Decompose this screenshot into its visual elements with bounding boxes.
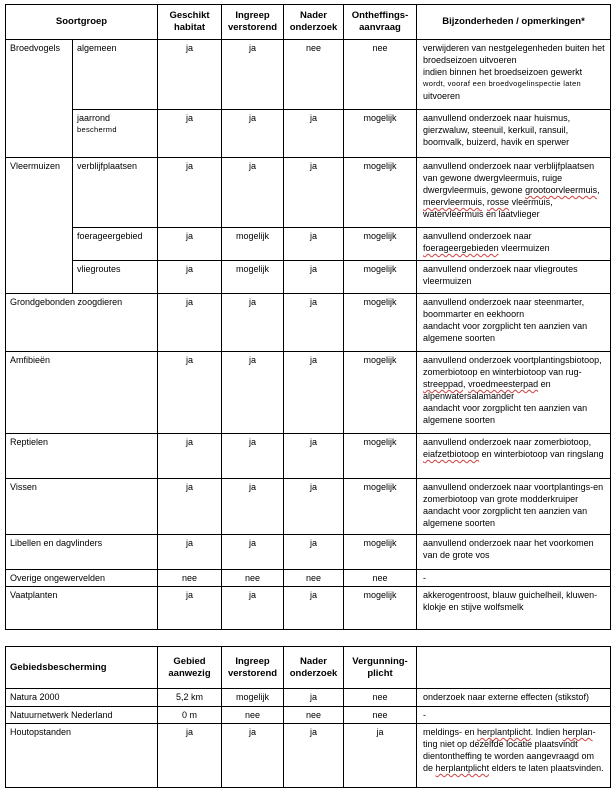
header-opmerkingen-empty bbox=[417, 647, 611, 689]
header-soortgroep: Soortgroep bbox=[6, 5, 158, 40]
group-broedvogels: Broedvogels bbox=[6, 40, 73, 158]
note-text: . Indien bbox=[530, 727, 563, 737]
sub-verblijfplaatsen: verblijfplaatsen bbox=[73, 158, 158, 228]
cell-ontheffing: mogelijk bbox=[344, 261, 417, 294]
cell-opmerking bbox=[417, 434, 611, 479]
cell-nader: nee bbox=[284, 707, 344, 724]
cell-ingreep: mogelijk bbox=[222, 689, 284, 707]
cell-nader: ja bbox=[284, 110, 344, 158]
cell-opmerking: aanvullend onderzoek naar voortplantings-en zomerbiotoop van grote modderkruiper aandacht voor zorgplicht ten aanzien van algemene soorten bbox=[417, 479, 611, 535]
header-nader-onderzoek: Nader onderzoek bbox=[284, 647, 344, 689]
header-geschikt-habitat: Geschikt habitat bbox=[158, 5, 222, 40]
cell-geschikt: ja bbox=[158, 479, 222, 535]
spacer-cell bbox=[6, 630, 611, 647]
cell-ingreep: ja bbox=[222, 110, 284, 158]
cell-ingreep: mogelijk bbox=[222, 261, 284, 294]
note-text: en alpenwatersalamander bbox=[423, 379, 551, 401]
note-text-flagged: herplan bbox=[562, 727, 593, 737]
note-text: meldings- en bbox=[423, 727, 478, 737]
note-text: aanvullend onderzoek voortplantingsbiotoop, zomerbiotoop en winterbiotoop van rug- bbox=[423, 355, 602, 377]
cell-nader: nee bbox=[284, 40, 344, 110]
cell-ingreep: ja bbox=[222, 352, 284, 434]
cell-opmerking bbox=[417, 294, 611, 352]
cell-geschikt: nee bbox=[158, 570, 222, 587]
note-text: en winterbiotoop van ringslang bbox=[479, 449, 604, 459]
note-line: wordt, vooraf een broedvogelinspectie laten bbox=[423, 79, 582, 88]
cell-nader: ja bbox=[284, 587, 344, 630]
cell-nader: ja bbox=[284, 724, 344, 788]
table-row bbox=[6, 294, 611, 352]
cell-ingreep: ja bbox=[222, 294, 284, 352]
cell-nader: ja bbox=[284, 294, 344, 352]
cell-opmerking: aanvullend onderzoek naar huismus, gierzwaluw, steenuil, kerkuil, ransuil, boomvalk, buizerd, havik en sperwer bbox=[417, 110, 611, 158]
cell-nader: ja bbox=[284, 535, 344, 570]
cell-opmerking: - bbox=[417, 570, 611, 587]
cell-ontheffing: nee bbox=[344, 570, 417, 587]
cell-nader: ja bbox=[284, 689, 344, 707]
cell-opmerking: aanvullend onderzoek naar het voorkomen van de grote vos bbox=[417, 535, 611, 570]
cell-ingreep: nee bbox=[222, 570, 284, 587]
cell-geschikt: ja bbox=[158, 587, 222, 630]
cell-aanwezig: 0 m bbox=[158, 707, 222, 724]
cell-ontheffing: mogelijk bbox=[344, 434, 417, 479]
cell-ontheffing: mogelijk bbox=[344, 479, 417, 535]
cell-ontheffing: mogelijk bbox=[344, 158, 417, 228]
cell-ingreep: ja bbox=[222, 535, 284, 570]
header-ingreep-verstorend: Ingreep verstorend bbox=[222, 647, 284, 689]
cell-vergunning: ja bbox=[344, 724, 417, 788]
cell-ontheffing: mogelijk bbox=[344, 110, 417, 158]
group-vissen: Vissen bbox=[6, 479, 158, 535]
group-overige-ongewervelden: Overige ongewervelden bbox=[6, 570, 158, 587]
cell-ontheffing: mogelijk bbox=[344, 535, 417, 570]
cell-ingreep: ja bbox=[222, 40, 284, 110]
cell-aanwezig: 5,2 km bbox=[158, 689, 222, 707]
group-reptielen: Reptielen bbox=[6, 434, 158, 479]
note-text-flagged: rosse bbox=[487, 197, 510, 207]
note-text-flagged: eiafzetbiotoop bbox=[423, 449, 480, 459]
header-gebiedsbescherming: Gebiedsbescherming bbox=[6, 647, 158, 689]
sub-line: jaarrond bbox=[77, 113, 111, 123]
header-ingreep-verstorend: Ingreep verstorend bbox=[222, 5, 284, 40]
sub-foerageergebied: foerageergebied bbox=[73, 228, 158, 261]
cell-opmerking: - bbox=[417, 707, 611, 724]
cell-ingreep: ja bbox=[222, 587, 284, 630]
cell-geschikt: ja bbox=[158, 261, 222, 294]
note-text: aanvullend onderzoek naar zomerbiotoop, bbox=[423, 437, 592, 447]
cell-ingreep: nee bbox=[222, 707, 284, 724]
cell-nader: ja bbox=[284, 261, 344, 294]
note-text: , bbox=[482, 197, 488, 207]
cell-opmerking: onderzoek naar externe effecten (stikstof) bbox=[417, 689, 611, 707]
table-row bbox=[6, 434, 611, 479]
cell-opmerking bbox=[417, 352, 611, 434]
note-text-flagged: herplantplicht bbox=[435, 763, 490, 773]
note-line: aanvullend onderzoek naar steenmarter, boommarter en eekhoorn bbox=[423, 297, 585, 319]
table-spacer-row bbox=[6, 630, 611, 647]
cell-nader: ja bbox=[284, 479, 344, 535]
cell-opmerking bbox=[417, 40, 611, 110]
cell-opmerking bbox=[417, 228, 611, 261]
table-row bbox=[6, 228, 611, 261]
cell-ingreep: mogelijk bbox=[222, 228, 284, 261]
note-line: indien binnen het broedseizoen gewerkt bbox=[423, 67, 583, 77]
table-row bbox=[6, 707, 611, 724]
note-line: uitvoeren bbox=[423, 91, 461, 101]
cell-ontheffing: mogelijk bbox=[344, 352, 417, 434]
sub-jaarrond-beschermd bbox=[73, 110, 158, 158]
table-row bbox=[6, 158, 611, 228]
cell-geschikt: ja bbox=[158, 228, 222, 261]
note-text-flagged: meervleermuis bbox=[423, 197, 483, 207]
note-text: - ting niet op dezelfde locatie plaatsvindt dientontheffing te worden aangevraagd om de bbox=[423, 727, 596, 773]
cell-vergunning: nee bbox=[344, 707, 417, 724]
cell-ingreep: ja bbox=[222, 724, 284, 788]
cell-opmerking: akkerogentroost, blauw guichelheil, kluwen-klokje en stijve wolfsmelk bbox=[417, 587, 611, 630]
cell-opmerking bbox=[417, 158, 611, 228]
cell-nader: ja bbox=[284, 434, 344, 479]
cell-vergunning: nee bbox=[344, 689, 417, 707]
cell-geschikt: ja bbox=[158, 294, 222, 352]
note-text: vleermuizen bbox=[498, 243, 550, 253]
header-vergunningplicht: Vergunning-plicht bbox=[344, 647, 417, 689]
note-text: aanvullend onderzoek naar bbox=[423, 231, 532, 241]
gebied-houtopstanden: Houtopstanden bbox=[6, 724, 158, 788]
group-vaatplanten: Vaatplanten bbox=[6, 587, 158, 630]
table-row bbox=[6, 40, 611, 110]
cell-opmerking bbox=[417, 724, 611, 788]
note-text: vleermuis, watervleermuis en laatvlieger bbox=[423, 197, 553, 219]
cell-ingreep: ja bbox=[222, 479, 284, 535]
cell-ontheffing: nee bbox=[344, 40, 417, 110]
gebied-natuurnetwerk-nederland: Natuurnetwerk Nederland bbox=[6, 707, 158, 724]
cell-nader: ja bbox=[284, 158, 344, 228]
note-line: verwijderen van nestgelegenheden buiten het broedseizoen uitvoeren bbox=[423, 43, 605, 65]
cell-nader: ja bbox=[284, 352, 344, 434]
note-text-flagged: vroedmeesterpad bbox=[468, 379, 539, 389]
table-row bbox=[6, 479, 611, 535]
header-ontheffingsaanvraag: Ontheffings-aanvraag bbox=[344, 5, 417, 40]
cell-geschikt: ja bbox=[158, 110, 222, 158]
gebied-natura-2000: Natura 2000 bbox=[6, 689, 158, 707]
table-row bbox=[6, 110, 611, 158]
sub-algemeen: algemeen bbox=[73, 40, 158, 110]
table-row bbox=[6, 587, 611, 630]
table-row bbox=[6, 570, 611, 587]
table-row bbox=[6, 535, 611, 570]
note-text: elders te laten plaatsvinden. bbox=[489, 763, 604, 773]
note-text: , bbox=[597, 185, 600, 195]
cell-geschikt: ja bbox=[158, 40, 222, 110]
note-text-flagged: foerageergebieden bbox=[423, 243, 499, 253]
table-header-row bbox=[6, 647, 611, 689]
cell-geschikt: ja bbox=[158, 535, 222, 570]
header-gebied-aanwezig: Gebied aanwezig bbox=[158, 647, 222, 689]
group-grondgebonden-zoogdieren: Grondgebonden zoogdieren bbox=[6, 294, 158, 352]
cell-ingreep: ja bbox=[222, 158, 284, 228]
table-header-row bbox=[6, 5, 611, 40]
sub-line: beschermd bbox=[77, 125, 117, 134]
cell-opmerking: aanvullend onderzoek naar vliegroutes vleermuizen bbox=[417, 261, 611, 294]
note-line: aandacht voor zorgplicht ten aanzien van algemene soorten bbox=[423, 403, 588, 425]
sub-vliegroutes: vliegroutes bbox=[73, 261, 158, 294]
cell-geschikt: ja bbox=[158, 434, 222, 479]
soortenbescherming-table bbox=[5, 4, 611, 788]
group-vleermuizen: Vleermuizen bbox=[6, 158, 73, 294]
note-text: aanvullend onderzoek naar verblijfplaatsen van gewone dwergvleermuis, ruige dwergvleermuis, gewone bbox=[423, 161, 595, 195]
cell-geschikt: ja bbox=[158, 352, 222, 434]
header-bijzonderheden: Bijzonderheden / opmerkingen* bbox=[417, 5, 611, 40]
table-row bbox=[6, 724, 611, 788]
table-row bbox=[6, 352, 611, 434]
table-row bbox=[6, 261, 611, 294]
cell-ingreep: ja bbox=[222, 434, 284, 479]
note-text-flagged: streeppad bbox=[423, 379, 464, 389]
cell-ontheffing: mogelijk bbox=[344, 228, 417, 261]
header-nader-onderzoek: Nader onderzoek bbox=[284, 5, 344, 40]
cell-nader: nee bbox=[284, 570, 344, 587]
cell-nader: ja bbox=[284, 228, 344, 261]
note-text-flagged: herplantplicht bbox=[477, 727, 531, 737]
group-amfibieen: Amfibieën bbox=[6, 352, 158, 434]
table-row bbox=[6, 689, 611, 707]
group-libellen-dagvlinders: Libellen en dagvlinders bbox=[6, 535, 158, 570]
note-text: , bbox=[463, 379, 469, 389]
cell-ontheffing: mogelijk bbox=[344, 587, 417, 630]
cell-geschikt: ja bbox=[158, 158, 222, 228]
cell-ontheffing: mogelijk bbox=[344, 294, 417, 352]
note-line: aandacht voor zorgplicht ten aanzien van algemene soorten bbox=[423, 321, 588, 343]
cell-aanwezig: ja bbox=[158, 724, 222, 788]
note-text-flagged: grootoorvleermuis bbox=[525, 185, 598, 195]
